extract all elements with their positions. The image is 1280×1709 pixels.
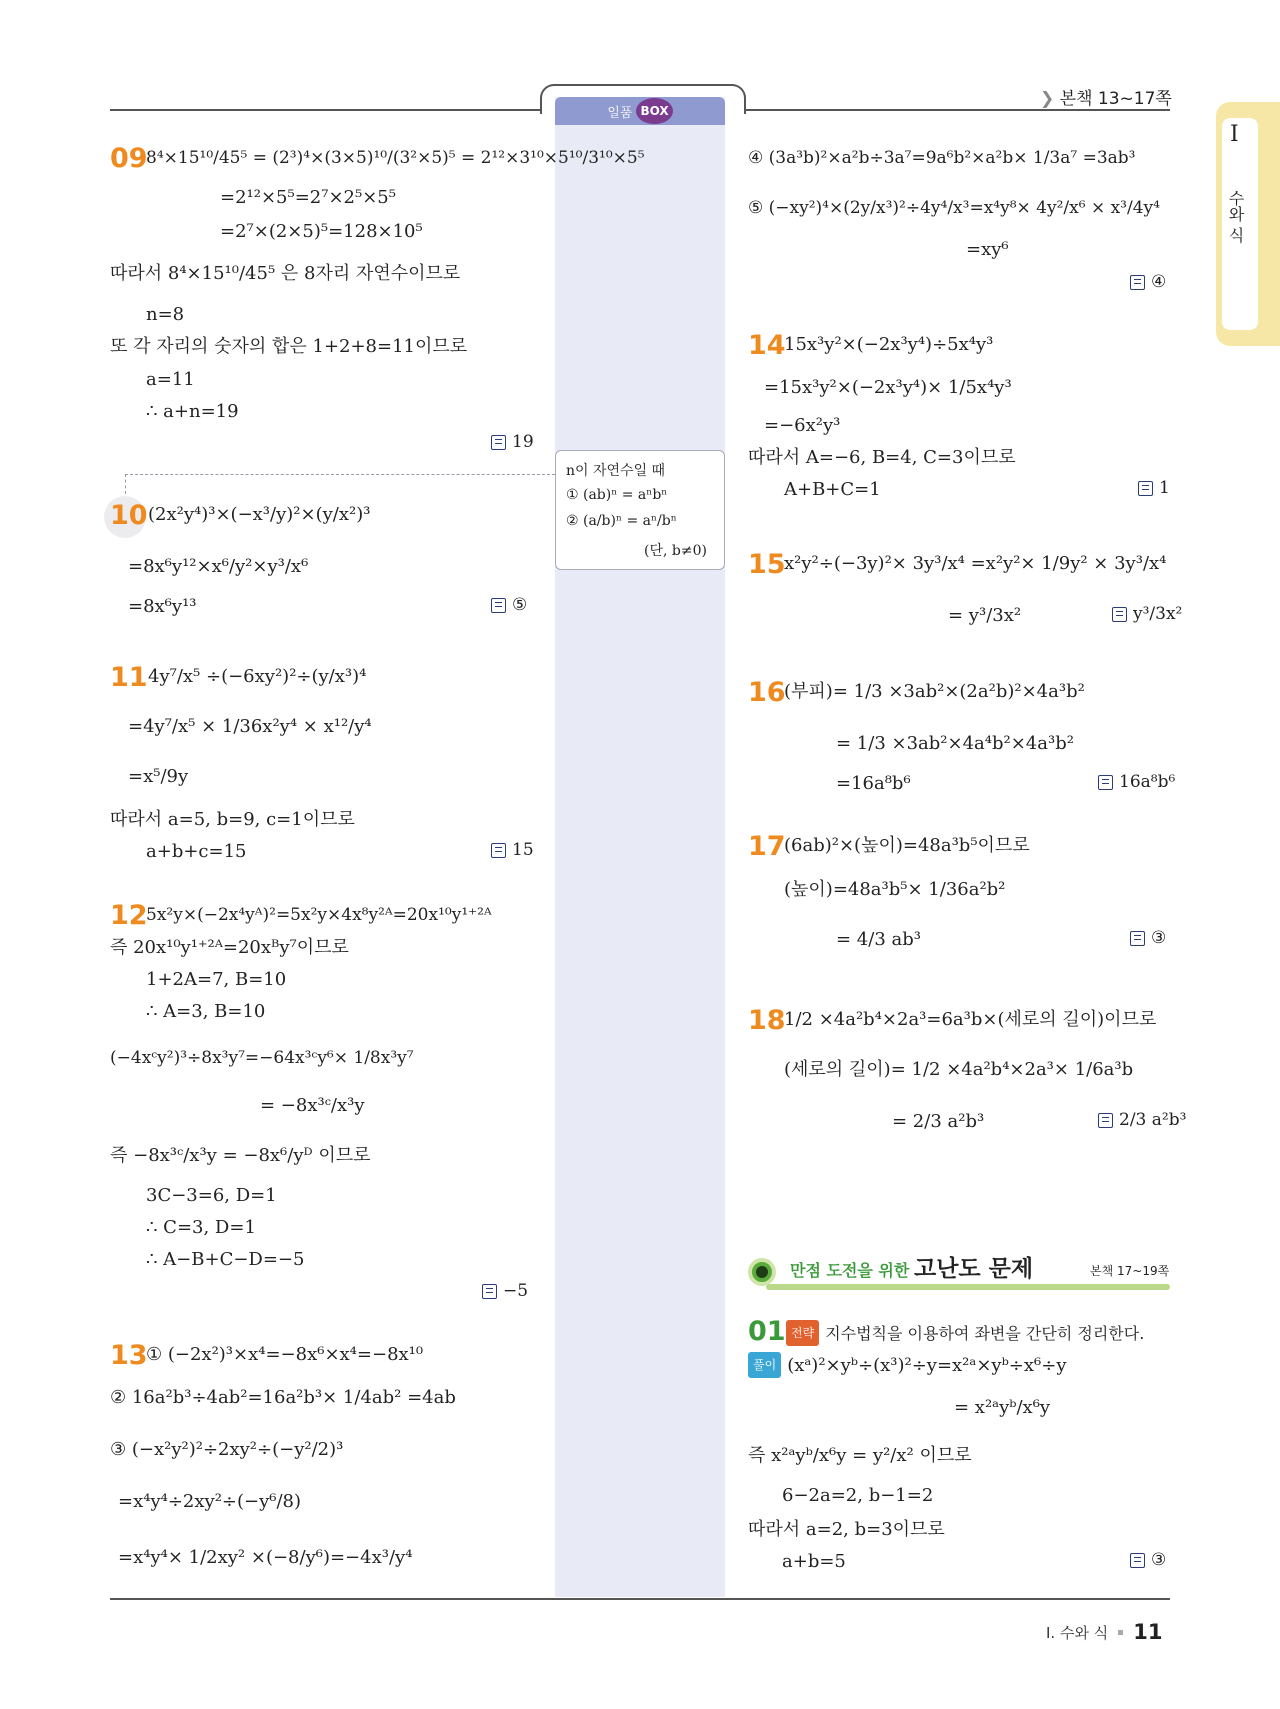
p09-line1: 8⁴×15¹⁰/45⁵ = (2³)⁴×(3×5)¹⁰/(3²×5)⁵ = 2¹²×3¹⁰×5¹⁰/3¹⁰×5⁵ xyxy=(146,148,645,168)
problem-14-number: 14 xyxy=(748,330,786,361)
p09-line4: 따라서 8⁴×15¹⁰/45⁵ 은 8자리 자연수이므로 xyxy=(110,263,461,284)
p16-answer: 16a⁸b⁶ xyxy=(1098,772,1175,792)
side-tab-roman: I xyxy=(1230,122,1239,147)
strategy-tag: 전략 xyxy=(786,1320,819,1346)
p12-line10: ∴ A−B+C−D=−5 xyxy=(146,1249,305,1270)
p15-line2: = y³/3x² xyxy=(948,605,1022,626)
footer xyxy=(1046,1620,1162,1644)
p13-line8: =xy⁶ xyxy=(966,239,1009,260)
answer-icon xyxy=(491,435,506,450)
footer-label: Ⅰ. 수와 식 xyxy=(1046,1623,1109,1642)
p11-line1: 4y⁷/x⁵ ÷(−6xy²)²÷(y/x³)⁴ xyxy=(148,666,367,687)
p11-answer: 15 xyxy=(491,840,534,860)
header-ref: ❯ 본책 13~17쪽 xyxy=(1040,89,1172,109)
c01-line6: 따라서 a=2, b=3이므로 xyxy=(748,1519,945,1540)
page-number: 11 xyxy=(1133,1620,1163,1644)
p11-line3: =x⁵/9y xyxy=(128,766,189,787)
p12-line3: 1+2A=7, B=10 xyxy=(146,969,287,990)
p14-line3: =−6x²y³ xyxy=(764,415,841,436)
answer-icon xyxy=(491,598,506,613)
problem-09-number: 09 xyxy=(110,143,148,174)
problem-12-number: 12 xyxy=(110,900,148,931)
answer-icon xyxy=(1130,275,1145,290)
p13-line4: =x⁴y⁴÷2xy²÷(−y⁶/8) xyxy=(118,1491,302,1512)
side-tab-label: 수와 식 xyxy=(1226,190,1245,244)
p09-line3: =2⁷×(2×5)⁵=128×10⁵ xyxy=(220,221,423,242)
p12-line9: ∴ C=3, D=1 xyxy=(146,1217,256,1238)
section-underline xyxy=(766,1284,1170,1290)
box-title: 일품 BOX xyxy=(555,97,725,125)
p13-line2: ② 16a²b³÷4ab²=16a²b³× 1/4ab² =4ab xyxy=(110,1387,456,1408)
answer-icon xyxy=(1098,775,1113,790)
challenge-01-number: 01 xyxy=(748,1316,786,1347)
p14-line4: 따라서 A=−6, B=4, C=3이므로 xyxy=(748,447,1016,468)
p12-line7: 즉 −8x³ᶜ/x³y = −8x⁶/yᴰ 이므로 xyxy=(110,1145,371,1166)
p10-line2: =8x⁶y¹²×x⁶/y²×y³/x⁶ xyxy=(128,556,309,577)
p14-line2: =15x³y²×(−2x³y⁴)× 1/5x⁴y³ xyxy=(764,377,1012,398)
answer-icon xyxy=(1112,607,1127,622)
p18-line2: (세로의 길이)= 1/2 ×4a²b⁴×2a³× 1/6a³b xyxy=(784,1059,1134,1080)
p15-line1: x²y²÷(−3y)²× 3y³/x⁴ =x²y²× 1/9y² × 3y³/x⁴ xyxy=(784,553,1167,574)
p11-line2: =4y⁷/x⁵ × 1/36x²y⁴ × x¹²/y⁴ xyxy=(128,716,372,737)
section-dot-inner xyxy=(756,1266,768,1278)
p09-line6: 또 각 자리의 숫자의 합은 1+2+8=11이므로 xyxy=(110,336,468,357)
answer-icon xyxy=(1098,1113,1113,1128)
c01-line4: 즉 x²ᵃyᵇ/x⁶y = y²/x² 이므로 xyxy=(748,1445,972,1466)
c01-line7: a+b=5 xyxy=(782,1551,846,1572)
section-pre: 만점 도전을 위한 xyxy=(790,1261,910,1280)
p13-line6: ④ (3a³b)²×a²b÷3a⁷=9a⁶b²×a²b× 1/3a⁷ =3ab³ xyxy=(748,148,1136,168)
footer-bullet-icon xyxy=(1118,1630,1123,1635)
p12-answer: −5 xyxy=(482,1281,528,1301)
problem-13-number: 13 xyxy=(110,1340,148,1371)
box-connector xyxy=(125,474,555,475)
p09-line5: n=8 xyxy=(146,304,185,325)
p13-line1: ① (−2x²)³×x⁴=−8x⁶×x⁴=−8x¹⁰ xyxy=(146,1344,424,1365)
p09-answer: 19 xyxy=(491,432,534,452)
p17-line2: (높이)=48a³b⁵× 1/36a²b² xyxy=(784,879,1006,900)
section-title: 고난도 문제 xyxy=(914,1256,1034,1282)
p12-line5: (−4xᶜy²)³÷8x³y⁷=−64x³ᶜy⁶× 1/8x³y⁷ xyxy=(110,1048,414,1068)
p16-line1: (부피)= 1/3 ×3ab²×(2a²b)²×4a³b² xyxy=(784,681,1085,702)
p12-line6: = −8x³ᶜ/x³y xyxy=(260,1095,365,1116)
p16-line2: = 1/3 ×3ab²×4a⁴b²×4a³b² xyxy=(836,733,1074,754)
p12-line2: 즉 20x¹⁰y¹⁺²ᴬ=20xᴮy⁷이므로 xyxy=(110,937,349,958)
p13-answer: ④ xyxy=(1130,272,1166,292)
answer-icon xyxy=(1130,931,1145,946)
problem-10-number: 10 xyxy=(110,500,148,531)
c01-line1: 전략 지수법칙을 이용하여 좌변을 간단히 정리한다. xyxy=(786,1320,1144,1346)
p12-line4: ∴ A=3, B=10 xyxy=(146,1001,266,1022)
p17-line1: (6ab)²×(높이)=48a³b⁵이므로 xyxy=(784,835,1030,856)
box-connector-v xyxy=(125,474,126,494)
c01-line3: = x²ᵃyᵇ/x⁶y xyxy=(954,1397,1051,1418)
c01-line5: 6−2a=2, b−1=2 xyxy=(782,1485,934,1506)
p18-answer: 2/3 a²b³ xyxy=(1098,1110,1186,1130)
problem-18-number: 18 xyxy=(748,1005,786,1036)
p16-line3: =16a⁸b⁶ xyxy=(836,773,911,794)
solution-tag: 풀이 xyxy=(748,1352,781,1378)
p12-line8: 3C−3=6, D=1 xyxy=(146,1185,277,1206)
p09-line8: ∴ a+n=19 xyxy=(146,401,239,422)
p14-line5: A+B+C=1 xyxy=(784,479,881,500)
chevron-right-icon: ❯ xyxy=(1040,89,1055,109)
box-badge: BOX xyxy=(636,98,672,124)
p12-line1: 5x²y×(−2x⁴yᴬ)²=5x²y×4x⁸y²ᴬ=20x¹⁰y¹⁺²ᴬ xyxy=(146,905,492,925)
answer-icon xyxy=(1130,1553,1145,1568)
p17-line3: = 4/3 ab³ xyxy=(836,929,921,950)
section-header xyxy=(748,1250,1170,1292)
problem-17-number: 17 xyxy=(748,831,786,862)
c01-line2: 풀이 (xᵃ)²×yᵇ÷(x³)²÷y=x²ᵃ×yᵇ÷x⁶÷y xyxy=(748,1352,1067,1378)
header-rule xyxy=(110,109,540,111)
p11-line4: 따라서 a=5, b=9, c=1이므로 xyxy=(110,809,355,830)
answer-icon xyxy=(1138,481,1153,496)
p10-answer: ⑤ xyxy=(491,595,527,615)
p13-line3: ③ (−x²y²)²÷2xy²÷(−y²/2)³ xyxy=(110,1439,344,1460)
p09-line7: a=11 xyxy=(146,369,195,390)
p14-line1: 15x³y²×(−2x³y⁴)÷5x⁴y³ xyxy=(784,334,994,355)
problem-11-number: 11 xyxy=(110,662,148,693)
p18-line3: = 2/3 a²b³ xyxy=(892,1111,985,1132)
p14-answer: 1 xyxy=(1138,478,1170,498)
p18-line1: 1/2 ×4a²b⁴×2a³=6a³b×(세로의 길이)이므로 xyxy=(784,1009,1157,1030)
problem-15-number: 15 xyxy=(748,549,786,580)
c01-answer: ③ xyxy=(1130,1550,1166,1570)
p09-line2: =2¹²×5⁵=2⁷×2⁵×5⁵ xyxy=(220,187,396,208)
p17-answer: ③ xyxy=(1130,928,1166,948)
p13-line7: ⑤ (−xy²)⁴×(2y/x³)²÷4y⁴/x³=x⁴y⁸× 4y²/x⁶ × x³/4y⁴ xyxy=(748,198,1160,218)
answer-icon xyxy=(482,1284,497,1299)
box-column xyxy=(555,97,725,1597)
problem-16-number: 16 xyxy=(748,677,786,708)
answer-icon xyxy=(491,843,506,858)
p10-line3: =8x⁶y¹³ xyxy=(128,596,197,617)
section-ref: 본책 17~19쪽 xyxy=(1090,1264,1170,1278)
p11-line5: a+b+c=15 xyxy=(146,841,247,862)
p13-line5: =x⁴y⁴× 1/2xy² ×(−8/y⁶)=−4x³/y⁴ xyxy=(118,1547,413,1568)
p15-answer: y³/3x² xyxy=(1112,604,1182,624)
box-note: n이 자연수일 때 ① (ab)ⁿ = aⁿbⁿ ② (a/b)ⁿ = aⁿ/bⁿ (단, b≠0) xyxy=(555,450,725,570)
p10-line1: (2x²y⁴)³×(−x³/y)²×(y/x²)³ xyxy=(148,504,371,525)
header-rule-right xyxy=(742,109,1170,111)
footer-rule xyxy=(110,1598,1170,1600)
